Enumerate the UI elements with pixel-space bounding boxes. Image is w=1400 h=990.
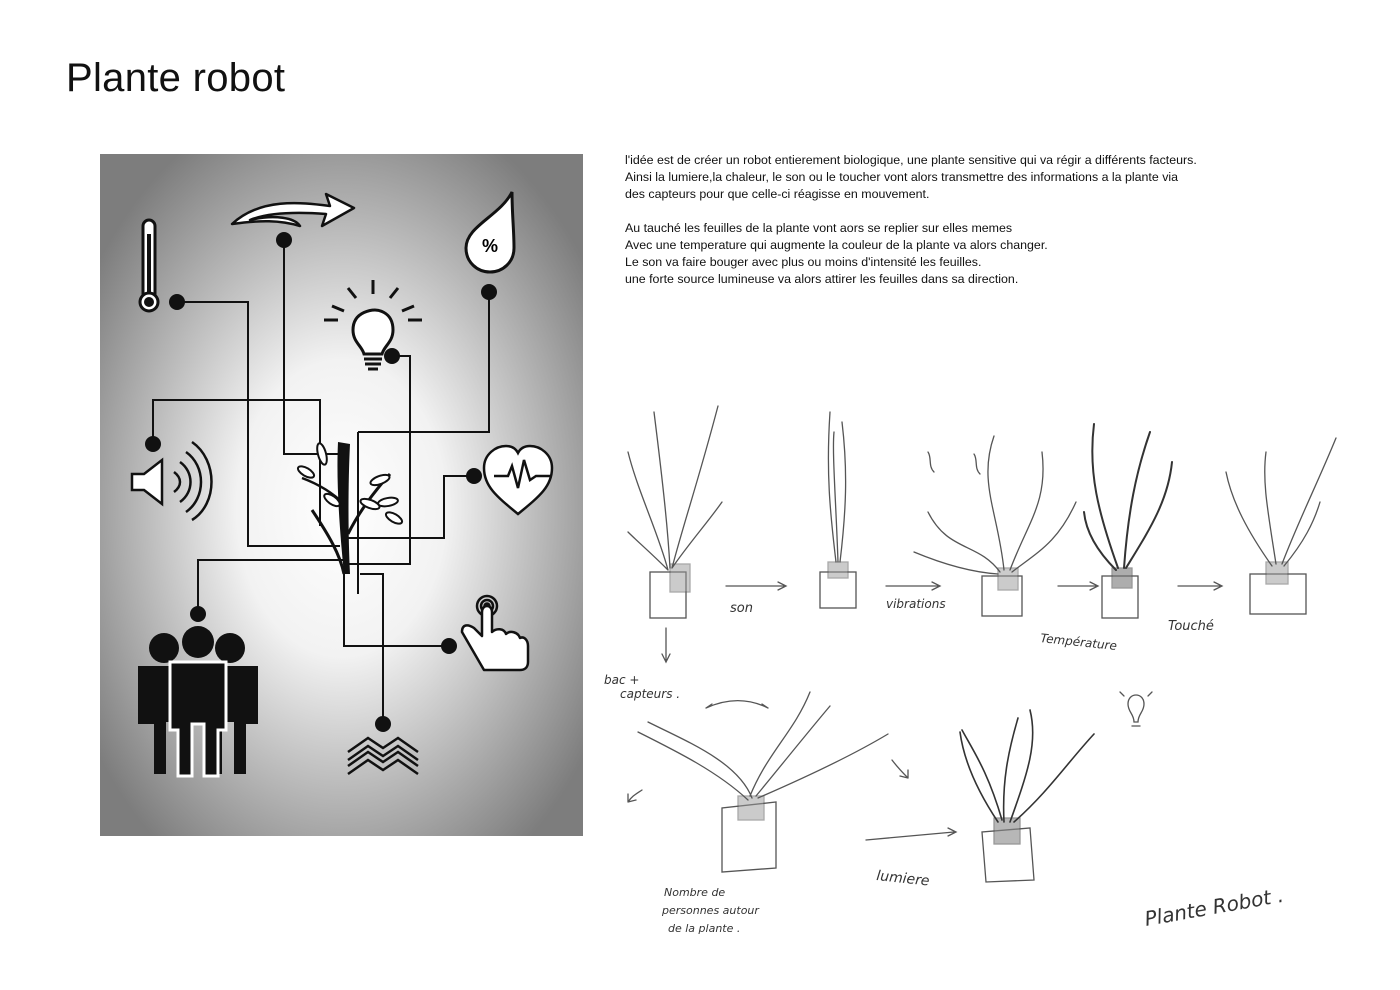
sketch-signature: Plante Robot . — [1142, 882, 1286, 931]
label-nombre-2: personnes autour — [662, 904, 759, 917]
desc-line: des capteurs pour que celle-ci réagisse en mouvement. — [625, 187, 930, 201]
label-bac: bac + — [604, 673, 640, 687]
sketch-bulb-icon — [1120, 692, 1152, 726]
label-vibrations: vibrations — [886, 597, 946, 611]
desc-line: Avec une temperature qui augmente la couleur de la plante va alors changer. — [625, 238, 1048, 252]
label-lumiere: lumiere — [875, 868, 931, 890]
label-touche: Touché — [1168, 619, 1214, 634]
desc-line: Au tauché les feuilles de la plante vont aors se replier sur elles memes — [625, 221, 1013, 235]
sketch-plant-6 — [638, 692, 888, 872]
label-capteurs: capteurs . — [620, 687, 681, 701]
label-temperature: Température — [1039, 631, 1118, 654]
description-text — [625, 152, 1285, 288]
sketch-plant-2 — [820, 412, 856, 608]
thermometer-icon — [140, 220, 158, 311]
desc-line: l'idée est de créer un robot entierement biologique, une plante sensitive qui va régir a différents facteurs. — [625, 153, 1197, 167]
sketch-plant-5 — [1226, 438, 1336, 614]
label-nombre-1: Nombre de — [664, 886, 726, 899]
label-son: son — [730, 601, 753, 616]
sensor-diagram — [100, 154, 583, 836]
desc-line: Ainsi la lumiere,la chaleur, le son ou le toucher vont alors transmettre des informations a la plante via — [625, 170, 1179, 184]
sketch-plant-1 — [628, 406, 722, 618]
sketch-plant-4 — [1084, 424, 1172, 618]
page-title: Plante robot — [66, 56, 286, 100]
sketch-plant-3 — [914, 436, 1076, 616]
sketch-plant-7 — [960, 710, 1094, 882]
desc-line: Le son va faire bouger avec plus ou moins d'intensité les feuilles. — [625, 255, 982, 269]
desc-line: une forte source lumineuse va alors attirer les feuilles dans sa direction. — [625, 272, 1019, 286]
label-nombre-3: de la plante . — [668, 922, 741, 935]
drop-percent: % — [481, 236, 499, 256]
pencil-sketch — [598, 392, 1368, 962]
